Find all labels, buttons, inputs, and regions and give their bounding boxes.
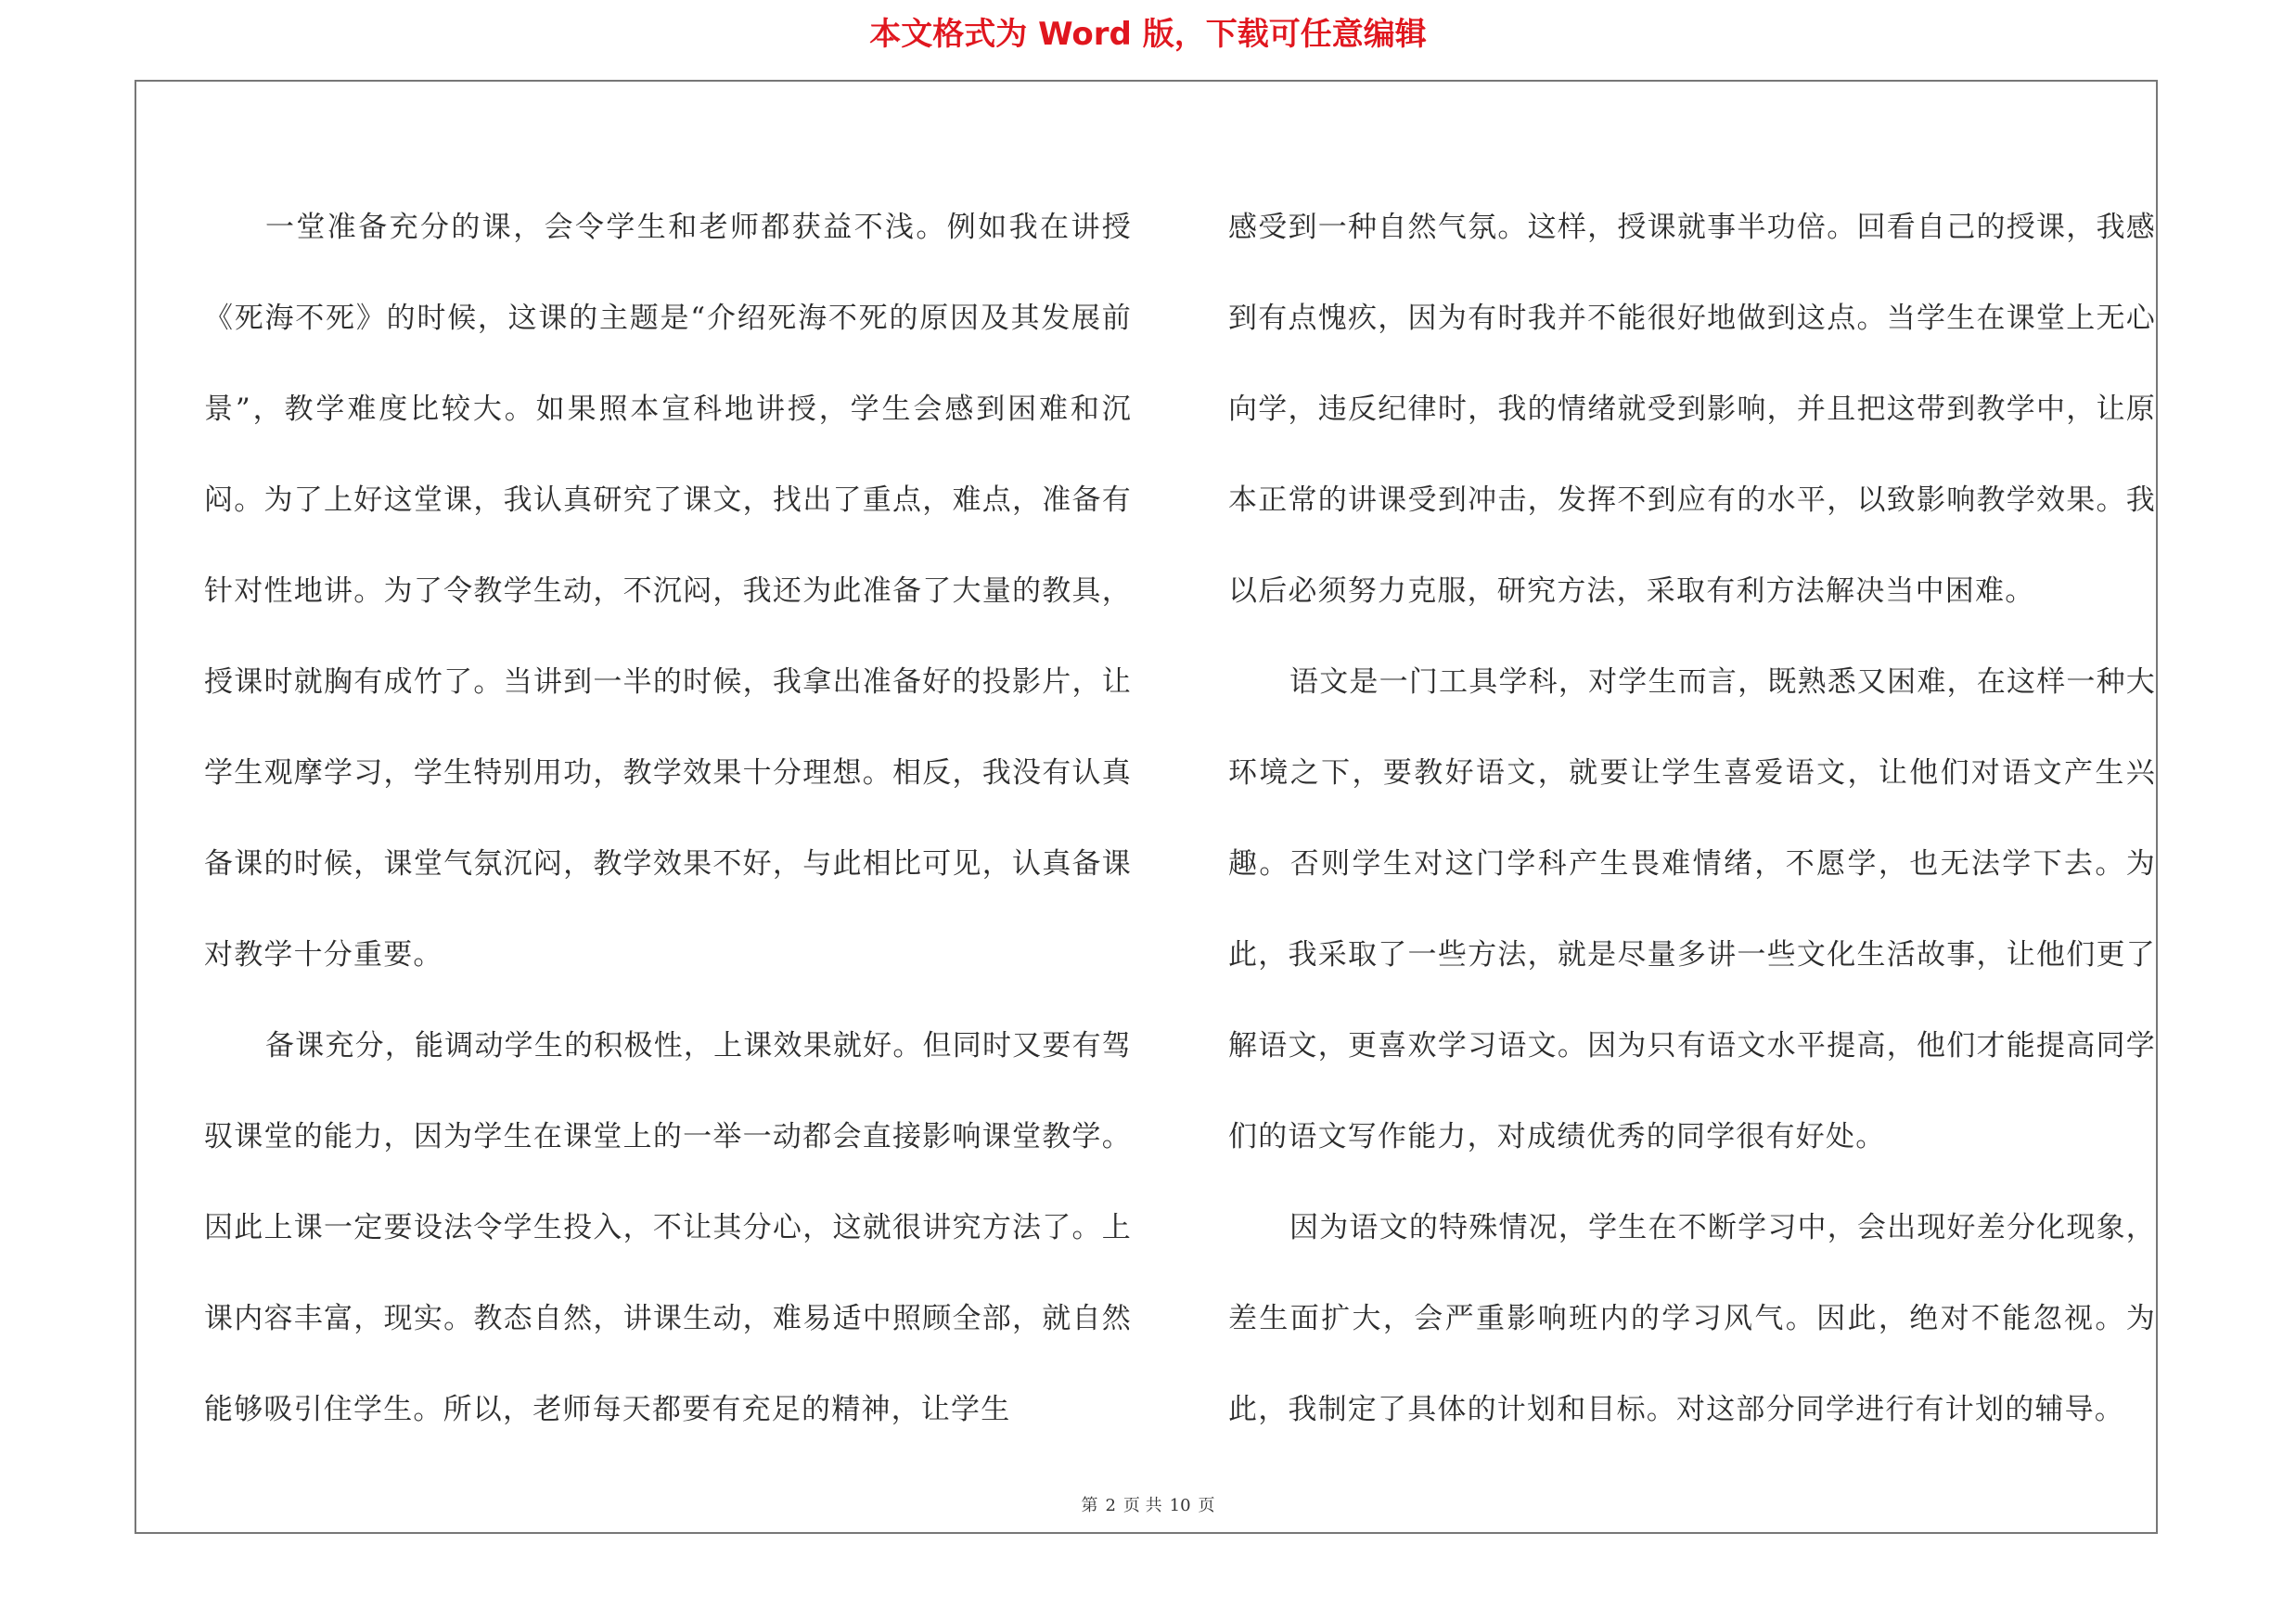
page-number-footer [0, 1492, 2296, 1516]
format-banner: 本文格式为 Word 版，下载可任意编辑 [869, 16, 1427, 53]
paragraph: 一堂准备充分的课，会令学生和老师都获益不浅。例如我在讲授《死海不死》的时候，这课的主题是“介绍死海不死的原因及其发展前景”，教学难度比较大。如果照本宣科地讲授，学生会感到困难和沉闷。为了上好这堂课，我认真研究了课文，找出了重点，难点，准备有针对性地讲。为了令教学生动，不沉闷，我还为此准备了大量的教具，授课时就胸有成竹了。当讲到一半的时候，我拿出准备好的投影片，让学生观摩学习，学生特别用功，教学效果十分理想。相反，我没有认真备课的时候，课堂气氛沉闷，教学效果不好，与此相比可见，认真备课对教学十分重要。 [204, 211, 1132, 972]
footer-prefix: 第 [1081, 1496, 1098, 1515]
paragraph: 因为语文的特殊情况，学生在不断学习中，会出现好差分化现象，差生面扩大，会严重影响班内的学习风气。因此，绝对不能忽视。为此，我制定了具体的计划和目标。对这部分同学进行有计划的辅导。 [1228, 1211, 2156, 1426]
paragraph: 语文是一门工具学科，对学生而言，既熟悉又困难，在这样一种大环境之下，要教好语文，就要让学生喜爱语文，让他们对语文产生兴趣。否则学生对这门学科产生畏难情绪，不愿学，也无法学下去。为此，我采取了一些方法，就是尽量多讲一些文化生活故事，让他们更了解语文，更喜欢学习语文。因为只有语文水平提高，他们才能提高同学们的语文写作能力，对成绩优秀的同学很有好处。 [1228, 665, 2156, 1153]
right-column [1228, 182, 2156, 1455]
footer-middle: 页 共 [1122, 1496, 1162, 1515]
footer-current-page: 2 [1105, 1496, 1116, 1515]
footer-total-pages: 10 [1169, 1496, 1191, 1515]
footer-suffix: 页 [1198, 1496, 1215, 1515]
left-column [204, 182, 1132, 1455]
paragraph: 备课充分，能调动学生的积极性，上课效果就好。但同时又要有驾驭课堂的能力，因为学生在课堂上的一举一动都会直接影响课堂教学。因此上课一定要设法令学生投入，不让其分心，这就很讲究方法了。上课内容丰富，现实。教态自然，讲课生动，难易适中照顾全部，就自然能够吸引住学生。所以，老师每天都要有充足的精神，让学生 [204, 1029, 1132, 1426]
paragraph-continued: 感受到一种自然气氛。这样，授课就事半功倍。回看自己的授课，我感到有点愧疚，因为有时我并不能很好地做到这点。当学生在课堂上无心向学，违反纪律时，我的情绪就受到影响，并且把这带到教学中，让原本正常的讲课受到冲击，发挥不到应有的水平，以致影响教学效果。我以后必须努力克服，研究方法，采取有利方法解决当中困难。 [1228, 211, 2156, 608]
